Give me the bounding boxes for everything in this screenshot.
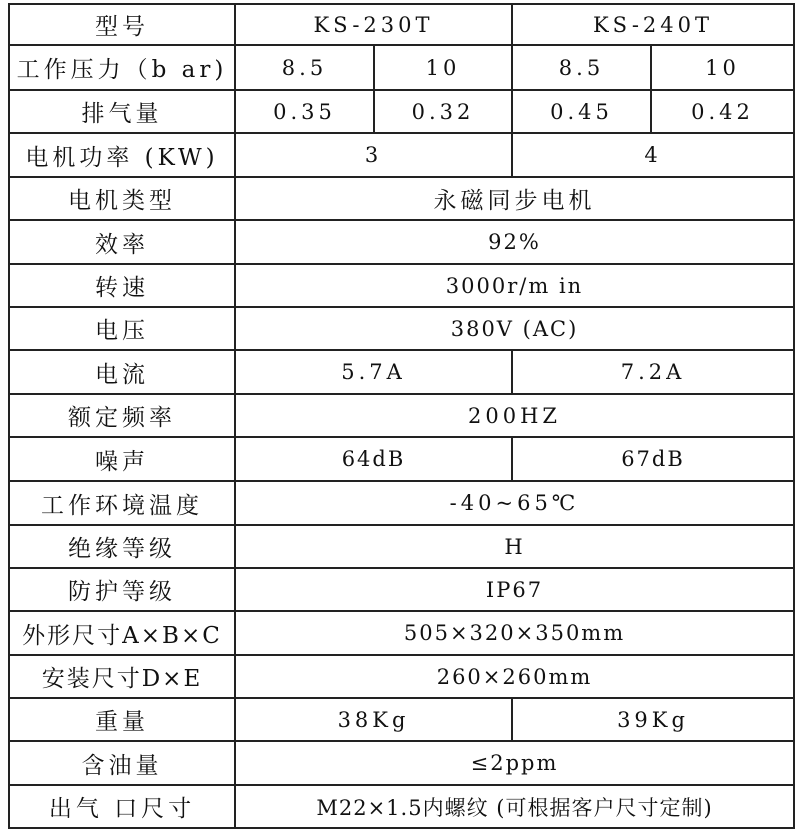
value-cell: 8.5 xyxy=(235,45,374,90)
value-cell: 8.5 xyxy=(512,45,651,90)
row-label: 工作环境温度 xyxy=(9,481,235,525)
row-label: 电机功率 (KW) xyxy=(9,133,235,177)
value-cell: 永磁同步电机 xyxy=(235,177,794,220)
row-label: 出气 口尺寸 xyxy=(9,785,235,828)
spec-table xyxy=(8,3,795,829)
row-label: 转速 xyxy=(9,264,235,307)
row-oil-content xyxy=(9,741,794,785)
row-label: 安装尺寸D×E xyxy=(9,655,235,698)
row-ambient-temperature xyxy=(9,481,794,525)
row-efficiency xyxy=(9,220,794,264)
value-cell: 10 xyxy=(374,45,512,90)
value-cell: 200HZ xyxy=(235,394,794,437)
row-label: 防护等级 xyxy=(9,568,235,611)
value-cell: 39Kg xyxy=(512,698,794,741)
row-label: 额定频率 xyxy=(9,394,235,437)
row-current xyxy=(9,350,794,394)
value-cell: IP67 xyxy=(235,568,794,611)
row-label: 效率 xyxy=(9,220,235,264)
value-cell: 260×260mm xyxy=(235,655,794,698)
model-ks240t: KS-240T xyxy=(512,4,794,45)
value-cell: H xyxy=(235,525,794,568)
row-label: 电机类型 xyxy=(9,177,235,220)
row-motor-type xyxy=(9,177,794,220)
row-weight xyxy=(9,698,794,741)
value-cell: 64dB xyxy=(235,437,512,481)
value-cell: 3000r/m in xyxy=(235,264,794,307)
value-cell: 505×320×350mm xyxy=(235,611,794,655)
row-label: 排气量 xyxy=(9,90,235,133)
value-cell: M22×1.5内螺纹 (可根据客户尺寸定制) xyxy=(235,785,794,828)
value-cell: 5.7A xyxy=(235,350,512,394)
row-working-pressure xyxy=(9,45,794,90)
value-cell: 380V (AC) xyxy=(235,307,794,350)
row-label: 电流 xyxy=(9,350,235,394)
value-cell: 0.35 xyxy=(235,90,374,133)
row-label: 重量 xyxy=(9,698,235,741)
row-displacement xyxy=(9,90,794,133)
value-cell: 92% xyxy=(235,220,794,264)
row-label: 型号 xyxy=(9,4,235,45)
row-label: 工作压力（b ar) xyxy=(9,45,235,90)
row-voltage xyxy=(9,307,794,350)
row-label: 外形尺寸A×B×C xyxy=(9,611,235,655)
value-cell: 0.45 xyxy=(512,90,651,133)
row-motor-power xyxy=(9,133,794,177)
value-cell: -40~65℃ xyxy=(235,481,794,525)
row-overall-dimensions xyxy=(9,611,794,655)
value-cell: 3 xyxy=(235,133,512,177)
row-label: 噪声 xyxy=(9,437,235,481)
value-cell: 10 xyxy=(651,45,794,90)
row-speed xyxy=(9,264,794,307)
value-cell: 4 xyxy=(512,133,794,177)
row-label: 绝缘等级 xyxy=(9,525,235,568)
value-cell: 38Kg xyxy=(235,698,512,741)
row-protection-class xyxy=(9,568,794,611)
value-cell: 0.32 xyxy=(374,90,512,133)
row-label: 电压 xyxy=(9,307,235,350)
spec-table-body xyxy=(9,4,794,828)
value-cell: 0.42 xyxy=(651,90,794,133)
row-insulation-class xyxy=(9,525,794,568)
row-rated-frequency xyxy=(9,394,794,437)
value-cell: 67dB xyxy=(512,437,794,481)
row-installation-dimensions xyxy=(9,655,794,698)
row-outlet-size xyxy=(9,785,794,828)
row-noise xyxy=(9,437,794,481)
model-ks230t: KS-230T xyxy=(235,4,512,45)
row-label: 含油量 xyxy=(9,741,235,785)
value-cell: ≤2ppm xyxy=(235,741,794,785)
value-cell: 7.2A xyxy=(512,350,794,394)
row-model xyxy=(9,4,794,45)
